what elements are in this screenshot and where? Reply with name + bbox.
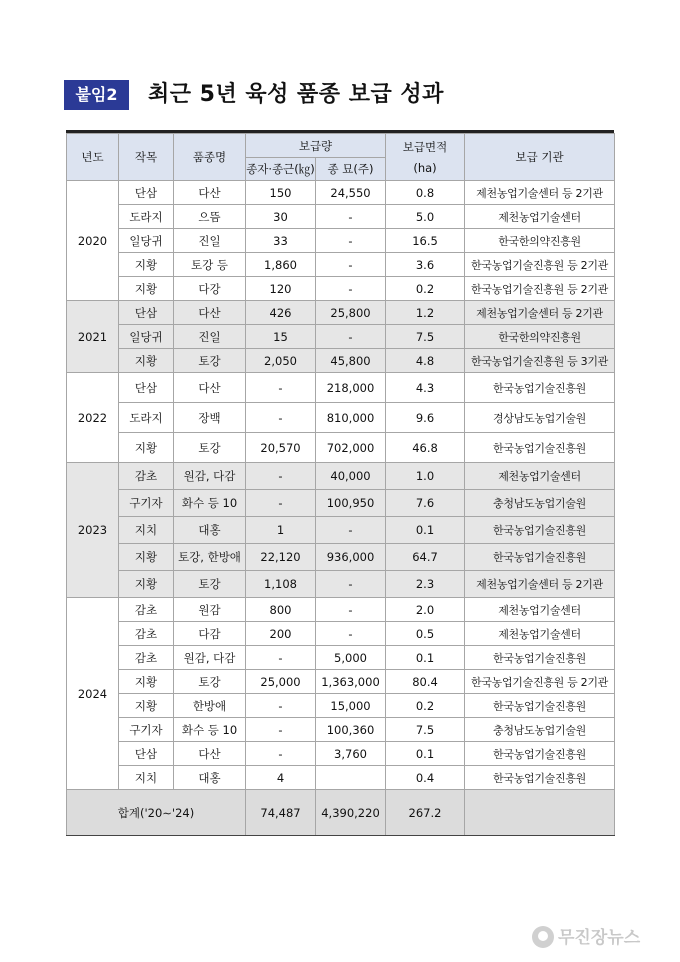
crop-cell: 지황 — [119, 277, 174, 301]
seedling-cell: 936,000 — [316, 544, 386, 571]
crop-cell: 감초 — [119, 463, 174, 490]
institution-cell: 경상남도농업기술원 — [465, 403, 615, 433]
area-cell: 3.6 — [386, 253, 465, 277]
total-label: 합계('20∼'24) — [67, 790, 246, 836]
seedling-cell — [316, 766, 386, 790]
total-area: 267.2 — [386, 790, 465, 836]
variety-cell: 원감, 다감 — [174, 646, 246, 670]
crop-cell: 지황 — [119, 694, 174, 718]
institution-cell: 한국농업기술진흥원 — [465, 544, 615, 571]
seed-cell: 4 — [246, 766, 316, 790]
variety-cell: 다강 — [174, 277, 246, 301]
seed-cell: - — [246, 694, 316, 718]
area-cell: 2.3 — [386, 571, 465, 598]
seedling-cell: 702,000 — [316, 433, 386, 463]
seed-cell: - — [246, 373, 316, 403]
area-cell: 16.5 — [386, 229, 465, 253]
table-header — [67, 134, 615, 181]
table-row — [67, 766, 615, 790]
seedling-cell: - — [316, 253, 386, 277]
variety-cell: 다산 — [174, 181, 246, 205]
table-row — [67, 490, 615, 517]
seedling-cell: 100,360 — [316, 718, 386, 742]
crop-cell: 지치 — [119, 517, 174, 544]
seedling-cell: - — [316, 517, 386, 544]
crop-cell: 도라지 — [119, 403, 174, 433]
seedling-cell: 45,800 — [316, 349, 386, 373]
supply-table — [66, 133, 615, 836]
variety-cell: 한방애 — [174, 694, 246, 718]
table-row — [67, 433, 615, 463]
header-crop: 작목 — [119, 134, 174, 181]
variety-cell: 화수 등 10 — [174, 490, 246, 517]
seedling-cell: 5,000 — [316, 646, 386, 670]
institution-cell: 한국농업기술진흥원 — [465, 517, 615, 544]
institution-cell: 제천농업기술센터 — [465, 463, 615, 490]
page-title: 최근 5년 육성 품종 보급 성과 — [148, 82, 444, 107]
crop-cell: 일당귀 — [119, 229, 174, 253]
seedling-cell: - — [316, 598, 386, 622]
institution-cell: 제천농업기술센터 — [465, 598, 615, 622]
area-cell: 7.6 — [386, 490, 465, 517]
seedling-cell: - — [316, 205, 386, 229]
variety-cell: 다감 — [174, 622, 246, 646]
variety-cell: 대홍 — [174, 766, 246, 790]
seedling-cell: 15,000 — [316, 694, 386, 718]
variety-cell: 다산 — [174, 742, 246, 766]
area-cell: 0.8 — [386, 181, 465, 205]
seedling-cell: 810,000 — [316, 403, 386, 433]
seed-cell: 30 — [246, 205, 316, 229]
watermark — [532, 924, 672, 952]
institution-cell: 한국농업기술진흥원 등 2기관 — [465, 277, 615, 301]
header-area — [386, 134, 465, 181]
area-cell: 0.2 — [386, 277, 465, 301]
total-seedling: 4,390,220 — [316, 790, 386, 836]
crop-cell: 감초 — [119, 598, 174, 622]
area-cell: 9.6 — [386, 403, 465, 433]
crop-cell: 지치 — [119, 766, 174, 790]
variety-cell: 원감 — [174, 598, 246, 622]
total-row — [67, 790, 615, 836]
seedling-cell: 1,363,000 — [316, 670, 386, 694]
seed-cell: 426 — [246, 301, 316, 325]
table-body — [67, 181, 615, 836]
seed-cell: - — [246, 490, 316, 517]
seed-cell: 150 — [246, 181, 316, 205]
area-cell: 0.2 — [386, 694, 465, 718]
seed-cell: 33 — [246, 229, 316, 253]
variety-cell: 진일 — [174, 325, 246, 349]
seedling-cell: - — [316, 622, 386, 646]
table-row — [67, 325, 615, 349]
table-row — [67, 694, 615, 718]
institution-cell: 제천농업기술센터 등 2기관 — [465, 301, 615, 325]
crop-cell: 감초 — [119, 646, 174, 670]
seed-cell: 800 — [246, 598, 316, 622]
table-row — [67, 571, 615, 598]
seed-cell: 20,570 — [246, 433, 316, 463]
seed-cell: 1 — [246, 517, 316, 544]
institution-cell: 한국농업기술진흥원 — [465, 694, 615, 718]
seed-cell: 22,120 — [246, 544, 316, 571]
table-row — [67, 349, 615, 373]
seed-cell: - — [246, 463, 316, 490]
variety-cell: 다산 — [174, 373, 246, 403]
seed-cell: - — [246, 403, 316, 433]
header-area-unit: (ha) — [413, 161, 437, 175]
header-variety: 품종명 — [174, 134, 246, 181]
table-row — [67, 373, 615, 403]
institution-cell: 한국한의약진흥원 — [465, 229, 615, 253]
header-institution: 보급 기관 — [465, 134, 615, 181]
table-row — [67, 598, 615, 622]
variety-cell: 다산 — [174, 301, 246, 325]
seedling-cell: 24,550 — [316, 181, 386, 205]
header-seedling: 종 묘(주) — [316, 158, 386, 181]
crop-cell: 감초 — [119, 622, 174, 646]
header-supply: 보급량 — [246, 134, 386, 158]
variety-cell: 진일 — [174, 229, 246, 253]
year-cell: 2022 — [67, 373, 119, 463]
table-row — [67, 253, 615, 277]
crop-cell: 구기자 — [119, 490, 174, 517]
variety-cell: 장백 — [174, 403, 246, 433]
area-cell: 80.4 — [386, 670, 465, 694]
table-row — [67, 205, 615, 229]
crop-cell: 단삼 — [119, 742, 174, 766]
seed-cell: 15 — [246, 325, 316, 349]
area-cell: 1.2 — [386, 301, 465, 325]
table-row — [67, 463, 615, 490]
institution-cell: 한국농업기술진흥원 — [465, 433, 615, 463]
table-row — [67, 718, 615, 742]
area-cell: 5.0 — [386, 205, 465, 229]
table-row — [67, 544, 615, 571]
table-row — [67, 403, 615, 433]
seed-cell: 2,050 — [246, 349, 316, 373]
seedling-cell: 25,800 — [316, 301, 386, 325]
institution-cell: 제천농업기술센터 등 2기관 — [465, 571, 615, 598]
crop-cell: 단삼 — [119, 373, 174, 403]
table-row — [67, 301, 615, 325]
crop-cell: 도라지 — [119, 205, 174, 229]
crop-cell: 단삼 — [119, 181, 174, 205]
total-institution — [465, 790, 615, 836]
area-cell: 64.7 — [386, 544, 465, 571]
header-seed: 종자·종근(㎏) — [246, 158, 316, 181]
header-year: 년도 — [67, 134, 119, 181]
area-cell: 0.1 — [386, 517, 465, 544]
crop-cell: 지황 — [119, 571, 174, 598]
institution-cell: 충청남도농업기술원 — [465, 718, 615, 742]
institution-cell: 충청남도농업기술원 — [465, 490, 615, 517]
attachment-badge: 붙임2 — [64, 80, 129, 110]
variety-cell: 토강 — [174, 433, 246, 463]
institution-cell: 한국농업기술진흥원 등 2기관 — [465, 670, 615, 694]
table-row — [67, 622, 615, 646]
variety-cell: 대홍 — [174, 517, 246, 544]
table-row — [67, 646, 615, 670]
seedling-cell: 100,950 — [316, 490, 386, 517]
area-cell: 0.1 — [386, 742, 465, 766]
area-cell: 0.5 — [386, 622, 465, 646]
table-row — [67, 742, 615, 766]
institution-cell: 한국농업기술진흥원 — [465, 742, 615, 766]
variety-cell: 토강 등 — [174, 253, 246, 277]
variety-cell: 토강 — [174, 349, 246, 373]
crop-cell: 단삼 — [119, 301, 174, 325]
seed-cell: - — [246, 742, 316, 766]
area-cell: 1.0 — [386, 463, 465, 490]
seed-cell: 1,108 — [246, 571, 316, 598]
institution-cell: 한국농업기술진흥원 등 2기관 — [465, 253, 615, 277]
area-cell: 0.1 — [386, 646, 465, 670]
total-seed: 74,487 — [246, 790, 316, 836]
year-cell: 2021 — [67, 301, 119, 373]
header-area-label: 보급면적 — [402, 140, 448, 154]
crop-cell: 지황 — [119, 544, 174, 571]
variety-cell: 토강 — [174, 670, 246, 694]
seed-cell: 120 — [246, 277, 316, 301]
area-cell: 46.8 — [386, 433, 465, 463]
seed-cell: - — [246, 718, 316, 742]
seed-cell: 200 — [246, 622, 316, 646]
crop-cell: 일당귀 — [119, 325, 174, 349]
variety-cell: 으뜸 — [174, 205, 246, 229]
seed-cell: 25,000 — [246, 670, 316, 694]
seed-cell: - — [246, 646, 316, 670]
variety-cell: 토강, 한방애 — [174, 544, 246, 571]
variety-cell: 화수 등 10 — [174, 718, 246, 742]
crop-cell: 구기자 — [119, 718, 174, 742]
area-cell: 7.5 — [386, 718, 465, 742]
table-row — [67, 517, 615, 544]
variety-cell: 원감, 다감 — [174, 463, 246, 490]
seedling-cell: - — [316, 277, 386, 301]
seedling-cell: - — [316, 325, 386, 349]
watermark-text: 무진장뉴스 — [558, 928, 641, 948]
crop-cell: 지황 — [119, 253, 174, 277]
table-row — [67, 670, 615, 694]
institution-cell: 제천농업기술센터 등 2기관 — [465, 181, 615, 205]
year-cell: 2020 — [67, 181, 119, 301]
seedling-cell: 218,000 — [316, 373, 386, 403]
table-row — [67, 277, 615, 301]
institution-cell: 한국농업기술진흥원 — [465, 373, 615, 403]
institution-cell: 한국한의약진흥원 — [465, 325, 615, 349]
variety-cell: 토강 — [174, 571, 246, 598]
area-cell: 0.4 — [386, 766, 465, 790]
institution-cell: 한국농업기술진흥원 — [465, 766, 615, 790]
crop-cell: 지황 — [119, 433, 174, 463]
year-cell: 2024 — [67, 598, 119, 790]
seedling-cell: 40,000 — [316, 463, 386, 490]
seedling-cell: - — [316, 571, 386, 598]
institution-cell: 제천농업기술센터 — [465, 205, 615, 229]
seedling-cell: - — [316, 229, 386, 253]
watermark-logo-icon — [532, 926, 554, 948]
crop-cell: 지황 — [119, 349, 174, 373]
institution-cell: 제천농업기술센터 — [465, 622, 615, 646]
institution-cell: 한국농업기술진흥원 등 3기관 — [465, 349, 615, 373]
seedling-cell: 3,760 — [316, 742, 386, 766]
table-row — [67, 181, 615, 205]
area-cell: 2.0 — [386, 598, 465, 622]
area-cell: 4.3 — [386, 373, 465, 403]
area-cell: 7.5 — [386, 325, 465, 349]
seed-cell: 1,860 — [246, 253, 316, 277]
year-cell: 2023 — [67, 463, 119, 598]
table-row — [67, 229, 615, 253]
institution-cell: 한국농업기술진흥원 — [465, 646, 615, 670]
crop-cell: 지황 — [119, 670, 174, 694]
area-cell: 4.8 — [386, 349, 465, 373]
